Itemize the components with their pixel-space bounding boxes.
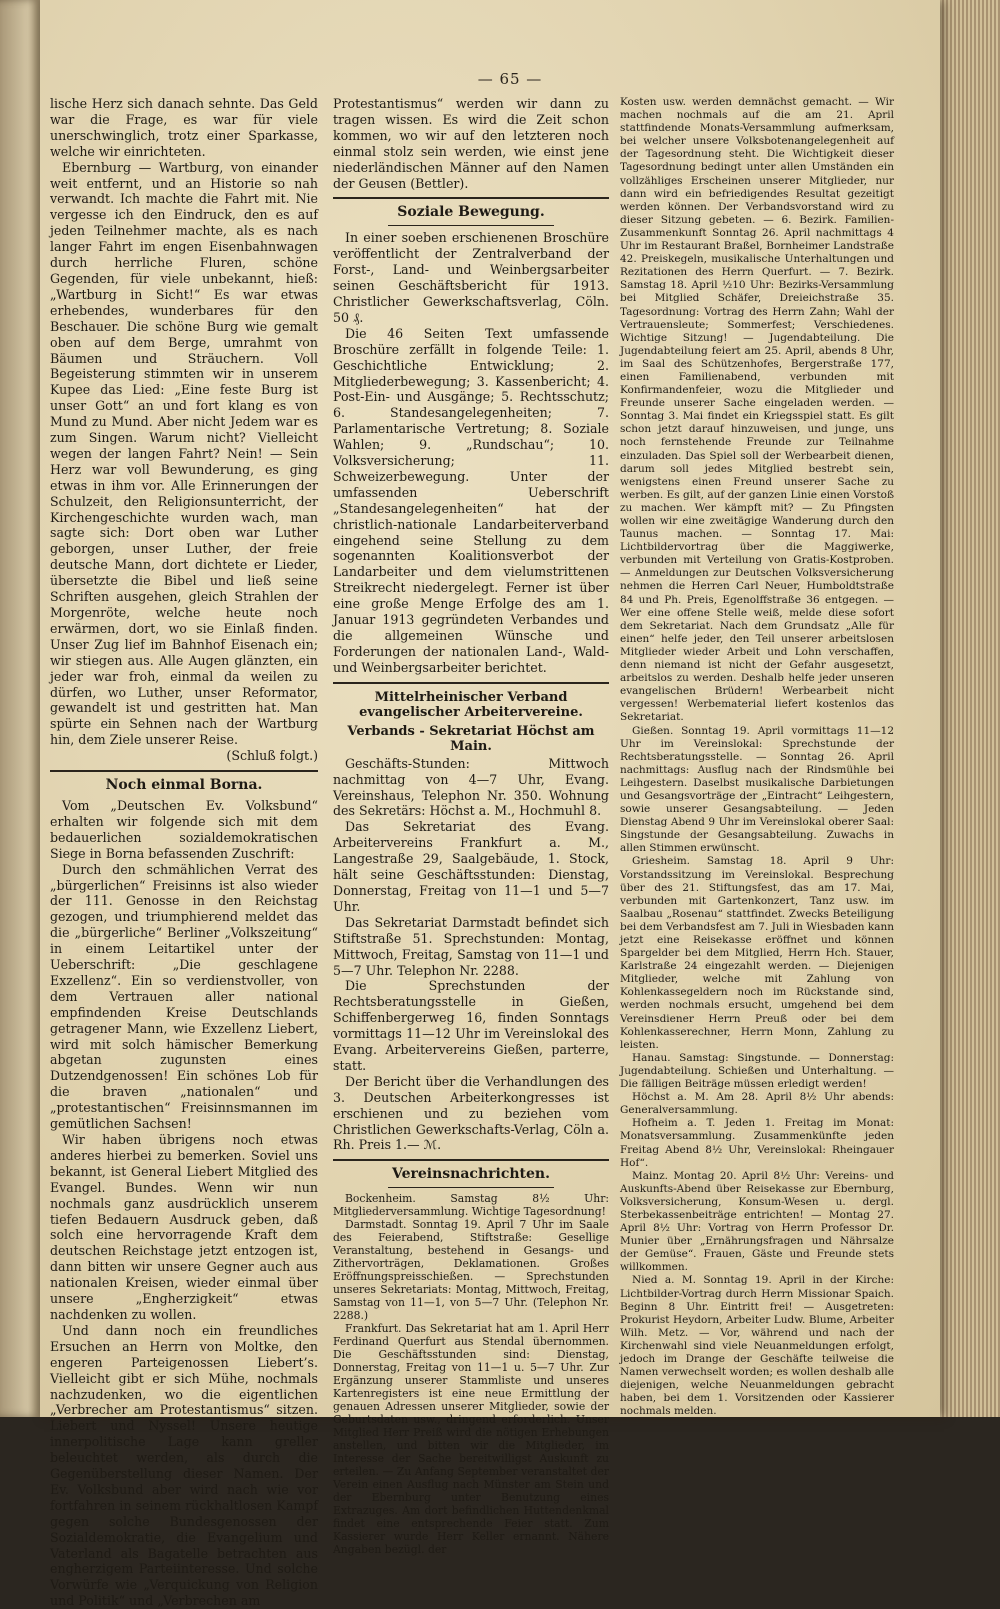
paragraph: Wir haben übrigens noch etwas anderes hierbei zu bemerken. Soviel uns bekannt, ist General Liebert Mitglied des Evangel. Bundes. Wenn wir nun nochmals ganz ausdrücklich unserem tiefen Bedauern Ausdruck geben, daß solch eine hervorragende Kraft dem deutschen Reichstage jetzt entzogen ist, dann bitten wir unsere Gegner auch aus nationalen Kreisen, wieder einmal über unsere „Engherzigkeit“ etwas nachdenken zu wollen. bbox=[50, 1132, 318, 1322]
paragraph: Darmstadt. Sonntag 19. April 7 Uhr im Saale des Feierabend, Stiftstraße: Gesellige Veranstaltung, bestehend in Gesangs- und Zithervorträgen, Deklamationen. Großes Eröffnungspreisschießen. — Sprechstunden unseres Sekretariats: Montag, Mittwoch, Freitag, Samstag von 11—1, von 5—7 Uhr. (Telephon Nr. 2288.) bbox=[333, 1218, 609, 1323]
heading-vereine: Vereinsnachrichten. bbox=[392, 1166, 550, 1183]
page-number: — 65 — bbox=[477, 70, 543, 88]
heading-verband: Mittelrheinischer Verband evangelischer Arbeitervereine. bbox=[359, 689, 583, 720]
paragraph: Höchst a. M. Am 28. April 8½ Uhr abends: Generalversammlung. bbox=[620, 1091, 894, 1117]
right-page-stack bbox=[934, 0, 1000, 1417]
heading-sekretariat: Verbands - Sekretariat Höchst am Main. bbox=[347, 723, 595, 754]
paragraph: In einer soeben erschienenen Broschüre veröffentlicht der Zentralverband der Forst-, Land- und Weinbergsarbeiter seinen Geschäftsbericht für 1913. Christlicher Gewerkschaftsverlag, Cöln. 50 ₰. bbox=[333, 230, 609, 325]
paragraph: Vom „Deutschen Ev. Volksbund“ erhalten wir folgende sich mit dem bedauerlichen sozialdemokratischen Siege in Borna befassenden Zuschrift: bbox=[50, 797, 318, 861]
paragraph: Mainz. Montag 20. April 8½ Uhr: Vereins- und Auskunfts-Abend über Reisekasse zur Ebernburg, Volksversicherung, Konsum-Wesen u. dergl. Sterbekassenbeiträge entrichten! — Montag 27. April 8½ Uhr: Vortrag von Herrn Professor Dr. Munier über „Ernährungsfragen und Nährsalze der Gemüse“. Frauen, Gäste und Freunde stets willkommen. bbox=[620, 1169, 894, 1274]
paragraph: Hanau. Samstag: Singstunde. — Donnerstag: Jugendabteilung. Schießen und Unterhaltung. — Die fälligen Beiträge müssen erledigt werden! bbox=[620, 1051, 894, 1091]
paragraph: Das Sekretariat des Evang. Arbeitervereins Frankfurt a. M., Langestraße 29, Saalgebäude, 1. Stock, hält seine Geschäftsstunden: Dienstag, Donnerstag, Freitag von 11—1 und 5—7 Uhr. bbox=[333, 819, 609, 914]
heading-social: Soziale Bewegung. bbox=[397, 204, 545, 221]
paragraph: Kosten usw. werden demnächst gemacht. — Wir machen nochmals auf die am 21. April stattfindende Monats-Versammlung aufmerksam, bei welcher unsere Volksbotenangelegenheit auf der Tagesordnung steht. Die Wichtigkeit dieser Tagesordnung bedingt unter allen Umständen ein vollzähliges Erscheinen unserer Mitglieder, nur dann wird ein befriedigendes Resultat gezeitigt werden können. Der Verbandsvorstand wird zu dieser Sitzung gebeten. — 6. Bezirk. Familien-Zusammenkunft Sonntag 26. April nachmittags 4 Uhr im Restaurant Braßel, Bornheimer Landstraße 42. Preiskegeln, musikalische Unterhaltungen und Rezitationen des Herrn Querfurt. — 7. Bezirk. Samstag 18. April ½10 Uhr: Bezirks-Versammlung bei Mitglied Schäfer, Dreieichstraße 35. Tagesordnung: Vortrag des Herrn Zahn; Wahl der Vertrauensleute; Sommerfest; Verschiedenes. Wichtige Sitzung! — Jugendabteilung. Die Jugendabteilung feiert am 25. April, abends 8 Uhr, im Saal des Schützenhofes, Bergerstraße 177, einen Familienabend, verbunden mit Konfirmandenfeier, wozu die Mitglieder und Freunde unserer Sache eingeladen werden. — Sonntag 3. Mai findet ein Kriegsspiel statt. Es gilt schon jetzt darauf hinzuweisen, und junge, uns noch fernstehende Freunde zur Teilnahme einzuladen. Das Spiel soll der Werbearbeit dienen, darum soll jedes Mitglied bestrebt sein, wenigstens einen Freund unserer Sache zu werben. Es gilt, auf der ganzen Linie einen Vorstoß zu machen. Wer kämpft mit? — Zu Pfingsten wollen wir eine zweitägige Wanderung durch den Taunus machen. — Sonntag 17. Mai: Lichtbildervortrag über die Maggiwerke, verbunden mit Verteilung von Gratis-Kostproben. — Anmeldungen zur Deutschen Volksversicherung nehmen die Herren Carl Neuer, Humboldtstraße 84 und Ph. Preis, Egenolffstraße 36 entgegen. — Wer eine offene Stelle weiß, melde diese sofort dem Sekretariat. Nach dem Grundsatz „Alle für einen“ helfe jeder, den Teil unserer arbeitslosen Mitglieder wieder Arbeit und Lohn verschaffen, denn niemand ist nicht der Gefahr ausgesetzt, arbeitslos zu werden. Deshalb helfe jeder unseren evangelischen Brüdern! Werbearbeit nicht vergessen! Werbematerial liefert kostenlos das Sekretariat. bbox=[620, 96, 894, 724]
paragraph: lische Herz sich danach sehnte. Das Geld war die Frage, es war für viele unerschwinglich, trotz einer Sparkasse, welche wir einrichteten. bbox=[50, 96, 318, 159]
heading-borna: Noch einmal Borna. bbox=[105, 777, 263, 794]
paragraph: Gießen. Sonntag 19. April vormittags 11—12 Uhr im Vereinslokal: Sprechstunde der Rechtsberatungsstelle. — Sonntag 26. April nachmittags: Ausflug nach der Rindsmühle bei Leihgestern. Daselbst musikalische Darbietungen und Gesangsvorträge der „Eintracht“ Leihgestern, sowie unserer Gesangsabteilung. — Jeden Dienstag Abend 9 Uhr im Vereinslokal oberer Saal: Singstunde der Gesangsabteilung. Zuwachs in allen Stimmen erwünscht. bbox=[620, 724, 894, 855]
paragraph: Die Sprechstunden der Rechtsberatungsstelle in Gießen, Schiffenbergerweg 16, finden Sonntags vormittags 11—12 Uhr im Vereinslokal des Evang. Arbeitervereins Gießen, parterre, statt. bbox=[333, 978, 609, 1073]
left-page-edge bbox=[0, 0, 40, 1417]
closing-note: (Schluß folgt.) bbox=[226, 748, 318, 764]
column-3 bbox=[620, 96, 894, 1418]
divider bbox=[333, 197, 609, 199]
paragraph: Und dann noch ein freundliches Ersuchen an Herrn von Moltke, den engeren Parteigenossen Liebert’s. Vielleicht gibt er sich Mühe, nochmals nachzudenken, wo die eigentlichen „Verbrecher am Protestantismus“ sitzen. Liebert und Nyssel! Unsere heutige innerpolitische Lage kann greller beleuchtet werden, als durch die Gegenüberstellung dieser Namen. Der Ev. Volksbund aber wird nach wie vor fortfahren in seinem rückhaltlosen Kampf gegen solche Bundesgenossen der Sozialdemokratie, die Evangelium und Vaterland als Bagatelle betrachten aus engherzigem Parteiinteresse. Und solche Vorwürfe wie „Verquickung von Religion und Politik“ und „Verbrechen am bbox=[50, 1322, 318, 1609]
heading-underline bbox=[388, 225, 554, 226]
divider bbox=[333, 682, 609, 684]
heading-underline bbox=[388, 1187, 554, 1188]
column-1 bbox=[50, 96, 318, 1609]
paragraph: Frankfurt. Das Sekretariat hat am 1. April Herr Ferdinand Querfurt aus Stendal übernommen. Die Geschäftsstunden sind: Dienstag, Donnerstag, Freitag von 11—1 u. 5—7 Uhr. Zur Ergänzung unserer Stammliste und unseres Kartenregisters ist eine neue Ermittlung der genauen Adressen unserer Mitglieder, sowie der Geburtsdaten usw., dringend erforderlich. Unser Mitglied Herr Preiß wird die nötigen Erhebungen anstellen, und bitten wir die Mitglieder, im Interesse der Sache bereitwilligst Auskunft zu erteilen. — Zu Anfang September veranstaltet der Verein einen Ausflug nach Münster am Stein und der Ebernburg unter Benutzung eines Extrazuges. Am dort befindlichen Huttendenkmal findet eine entsprechende Feier statt. Zum Kassierer wurde Herr Keller ernannt. Nähere Angaben bezügl. der bbox=[333, 1322, 609, 1557]
paragraph: Hofheim a. T. Jeden 1. Freitag im Monat: Monatsversammlung. Zusammenkünfte jeden Freitag Abend 8½ Uhr, Vereinslokal: Rheingauer Hof“. bbox=[620, 1117, 894, 1169]
paragraph: Griesheim. Samstag 18. April 9 Uhr: Vorstandssitzung im Vereinslokal. Besprechung über des 21. Stiftungsfest, das am 17. Mai, verbunden mit Gartenkonzert, Tanz usw. im Saalbau „Rosenau“ stattfindet. Zwecks Beteiligung bei dem Verbandsfest am 7. Juli in Wiesbaden kann jetzt eine Reisekasse eröffnet und können Spargelder bei dem Mitglied, Herrn Hch. Stauer, Karlstraße 24 eingezahlt werden. — Diejenigen Mitglieder, welche mit Zahlung von Kohlenkassegeldern noch im Rückstande sind, werden nochmals ersucht, umgehend bei dem Vereinsdiener Herrn Preuß oder bei dem Kohlenkasserechner, Herrn Monn, Zahlung zu leisten. bbox=[620, 855, 894, 1051]
column-2 bbox=[333, 96, 609, 1556]
paragraph: Durch den schmählichen Verrat des „bürgerlichen“ Freisinns ist also wieder der 111. Genosse in den Reichstag gezogen, und triumphierend meldet das die „bürgerliche“ Berliner „Volkszeitung“ in einem Leitartikel unter der Ueberschrift: „Die geschlagene Exzellenz“. Ein so verdienstvoller, von dem Vertrauen aller national empfindenden Kreise Deutschlands getragener Mann, wie Exzellenz Liebert, wird mit solch hämischer Bemerkung abgetan zugunsten eines Dutzendgenossen! Ein schönes Lob für die braven „nationalen“ und „protestantischen“ Freisinnsmannen im gemütlichen Sachsen! bbox=[50, 861, 318, 1132]
paragraph: Ebernburg — Wartburg, von einander weit entfernt, und an Historie so nah verwandt. Ich machte die Fahrt mit. Nie vergesse ich den Eindruck, den es auf jeden Teilnehmer machte, als es nach langer Fahrt im engen Eisenbahnwagen durch herrliche Fluren, schöne Gegenden, für viele unbekannt, hieß: „Wartburg in Sicht!“ Es war etwas erhebendes, wunderbares für den Beschauer. Die schöne Burg wie gemalt oben auf dem Berge, umrahmt von Bäumen und Sträuchern. Voll Begeisterung stimmten wir in unserem Kupee das Lied: „Eine feste Burg ist unser Gott“ an und fort klang es von Mund zu Mund. Aber nicht Jedem war es zum Singen. Warum nicht? Vielleicht wegen der langen Fahrt? Nein! — Sein Herz war voll Bewunderung, es ging etwas in ihm vor. Alle Erinnerungen der Schulzeit, den Religionsunterricht, der Kirchengeschichte wurden wach, man sagte sich: Dort oben war Luther geborgen, unser Luther, der freie deutsche Mann, dort dichtete er Lieder, übersetzte die Bibel und ließ seine Schriften ausgehen, gleich Strahlen der Morgenröte, welche heute noch erwärmen, dort, wo sie Einlaß finden. Unser Zug lief im Bahnhof Eisenach ein; wir stiegen aus. Alle Augen glänzten, ein jeder war froh, einmal da weilen zu dürfen, wo Luther, unser Reformator, gewandelt ist und gestritten hat. Man spürte ein Sehnen nach der Wartburg hin, dem Ziele unserer Reise. bbox=[50, 159, 318, 748]
paragraph: Nied a. M. Sonntag 19. April in der Kirche: Lichtbilder-Vortrag durch Herrn Missionar Spaich. Beginn 8 Uhr. Eintritt frei! — Ausgetreten: Prokurist Heydorn, Arbeiter Ludw. Blume, Arbeiter Wilh. Metz. — Vor, während und nach der Kirchenwahl sind viele Neuanmeldungen erfolgt, jedoch im Drange der Geschäfte teilweise die Namen verwechselt worden; es wollen deshalb alle diejenigen, welche Neuanmeldungen gebracht haben, bei dem 1. Vorsitzenden oder Kassierer nochmals melden. bbox=[620, 1274, 894, 1418]
paragraph: Das Sekretariat Darmstadt befindet sich Stiftstraße 51. Sprechstunden: Montag, Mittwoch, Freitag, Samstag von 11—1 und 5—7 Uhr. Telephon Nr. 2288. bbox=[333, 914, 609, 978]
divider bbox=[333, 1159, 609, 1161]
paragraph: Bockenheim. Samstag 8½ Uhr: Mitgliederversammlung. Wichtige Tagesordnung! bbox=[333, 1192, 609, 1219]
paragraph: Der Bericht über die Verhandlungen des 3. Deutschen Arbeiterkongresses ist erschienen und zu beziehen vom Christlichen Gewerkschafts-Verlag, Cöln a. Rh. Preis 1.— ℳ. bbox=[333, 1073, 609, 1153]
paragraph: Protestantismus“ werden wir dann zu tragen wissen. Es wird die Zeit schon kommen, wo wir auf den letzteren noch einmal stolz sein werden, wie einst jene niederländischen Männer auf den Namen der Geusen (Bettler). bbox=[333, 96, 609, 191]
paragraph: Geschäfts-Stunden: Mittwoch nachmittag von 4—7 Uhr, Evang. Vereinshaus, Telephon Nr. 350. Wohnung des Sekretärs: Höchst a. M., Hochmuhl 8. bbox=[333, 755, 609, 819]
paragraph: Die 46 Seiten Text umfassende Broschüre zerfällt in folgende Teile: 1. Geschichtliche Entwicklung; 2. Mitgliederbewegung; 3. Kassenbericht; 4. Post-Ein- und Ausgänge; 5. Rechtsschutz; 6. Standesangelegenheiten; 7. Parlamentarische Vertretung; 8. Soziale Wahlen; 9. „Rundschau“; 10. Volksversicherung; 11. Schweizerbewegung. Unter der umfassenden Ueberschrift „Standesangelegenheiten“ hat der christlich-nationale Landarbeiterverband eingehend seine Stellung zu dem sogenannten Koalitionsverbot der Landarbeiter und dem vielumstrittenen Streikrecht niedergelegt. Ferner ist über eine große Menge Erfolge des am 1. Januar 1913 gegründeten Verbandes und die allgemeinen Wünsche und Forderungen der nationalen Land-, Wald- und Weinbergsarbeiter berichtet. bbox=[333, 325, 609, 675]
divider bbox=[50, 770, 318, 772]
